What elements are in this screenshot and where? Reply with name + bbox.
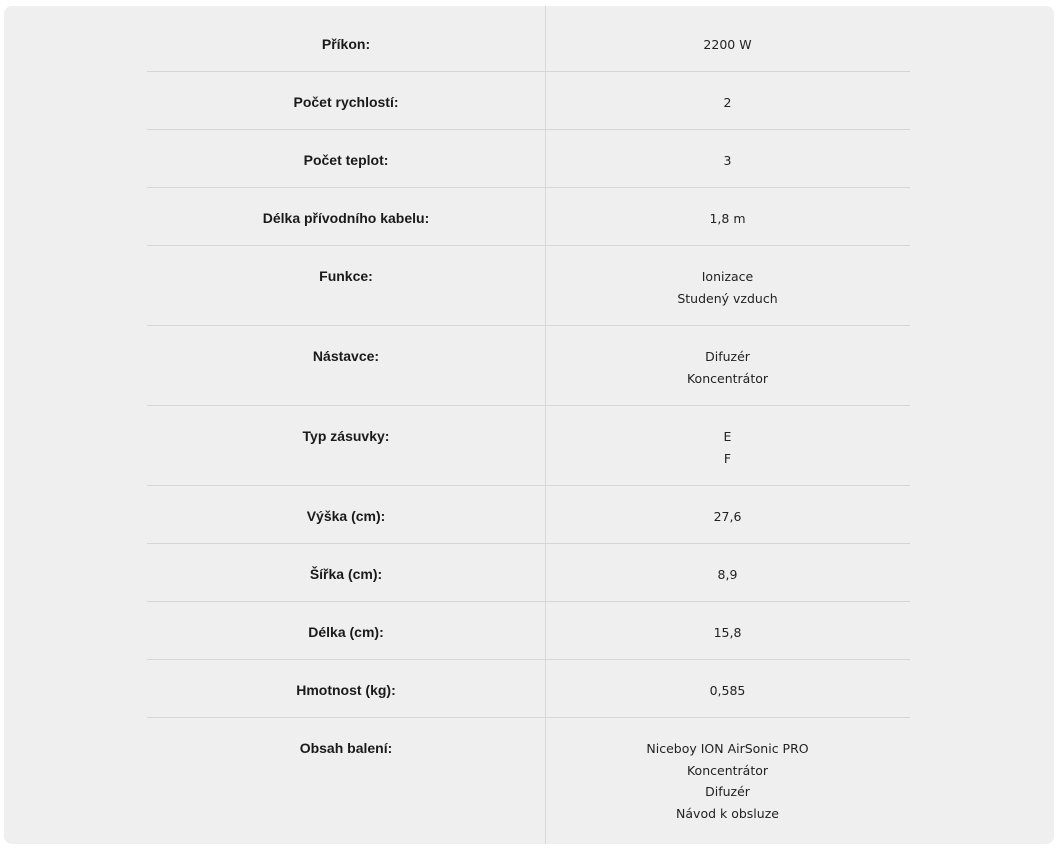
spec-table xyxy=(147,14,910,846)
spec-label: Počet rychlostí: xyxy=(293,94,399,110)
spec-values xyxy=(545,544,910,601)
spec-value: E xyxy=(723,429,732,444)
spec-row xyxy=(147,130,910,188)
spec-row xyxy=(147,660,910,718)
spec-label: Nástavce: xyxy=(312,348,380,364)
spec-label: Příkon: xyxy=(321,36,371,52)
spec-value: 1,8 m xyxy=(709,211,746,226)
spec-value: Ionizace xyxy=(701,269,754,284)
spec-values xyxy=(545,602,910,659)
spec-label: Počet teplot: xyxy=(303,152,389,168)
spec-label: Typ zásuvky: xyxy=(302,428,390,444)
spec-value: Návod k obsluze xyxy=(676,805,779,821)
spec-row xyxy=(147,406,910,486)
spec-value: 0,585 xyxy=(709,683,746,698)
spec-row xyxy=(147,326,910,406)
spec-values xyxy=(545,660,910,717)
spec-values xyxy=(545,246,910,325)
spec-label: Funkce: xyxy=(319,268,373,284)
spec-label: Délka přívodního kabelu: xyxy=(262,210,430,226)
spec-value: Koncentrátor xyxy=(686,370,769,386)
spec-row xyxy=(147,188,910,246)
spec-row xyxy=(147,718,910,846)
spec-values xyxy=(545,130,910,187)
spec-row xyxy=(147,544,910,602)
spec-value: Koncentrátor xyxy=(686,762,769,778)
spec-value: Difuzér xyxy=(705,349,750,364)
spec-row xyxy=(147,14,910,72)
spec-value: 15,8 xyxy=(713,625,742,640)
spec-label: Výška (cm): xyxy=(306,508,386,524)
spec-value: Niceboy ION AirSonic PRO xyxy=(646,741,809,756)
spec-value: Studený vzduch xyxy=(677,290,778,306)
spec-row xyxy=(147,602,910,660)
spec-values xyxy=(545,718,910,846)
spec-values xyxy=(545,72,910,129)
spec-values xyxy=(545,188,910,245)
spec-values xyxy=(545,406,910,485)
spec-label: Délka (cm): xyxy=(308,624,384,640)
spec-value: 2200 W xyxy=(703,37,752,52)
spec-value: F xyxy=(723,450,732,466)
spec-card xyxy=(4,6,1054,844)
spec-label: Hmotnost (kg): xyxy=(296,682,396,698)
spec-row xyxy=(147,486,910,544)
spec-values xyxy=(545,486,910,543)
spec-value: 27,6 xyxy=(713,509,742,524)
spec-values xyxy=(545,326,910,405)
spec-label: Obsah balení: xyxy=(299,740,393,756)
spec-values xyxy=(545,14,910,71)
spec-value: Difuzér xyxy=(705,784,750,799)
spec-row xyxy=(147,72,910,130)
spec-row xyxy=(147,246,910,326)
spec-value: 8,9 xyxy=(717,567,738,582)
spec-value: 2 xyxy=(723,95,732,110)
spec-value: 3 xyxy=(723,153,732,168)
spec-label: Šířka (cm): xyxy=(309,566,383,582)
